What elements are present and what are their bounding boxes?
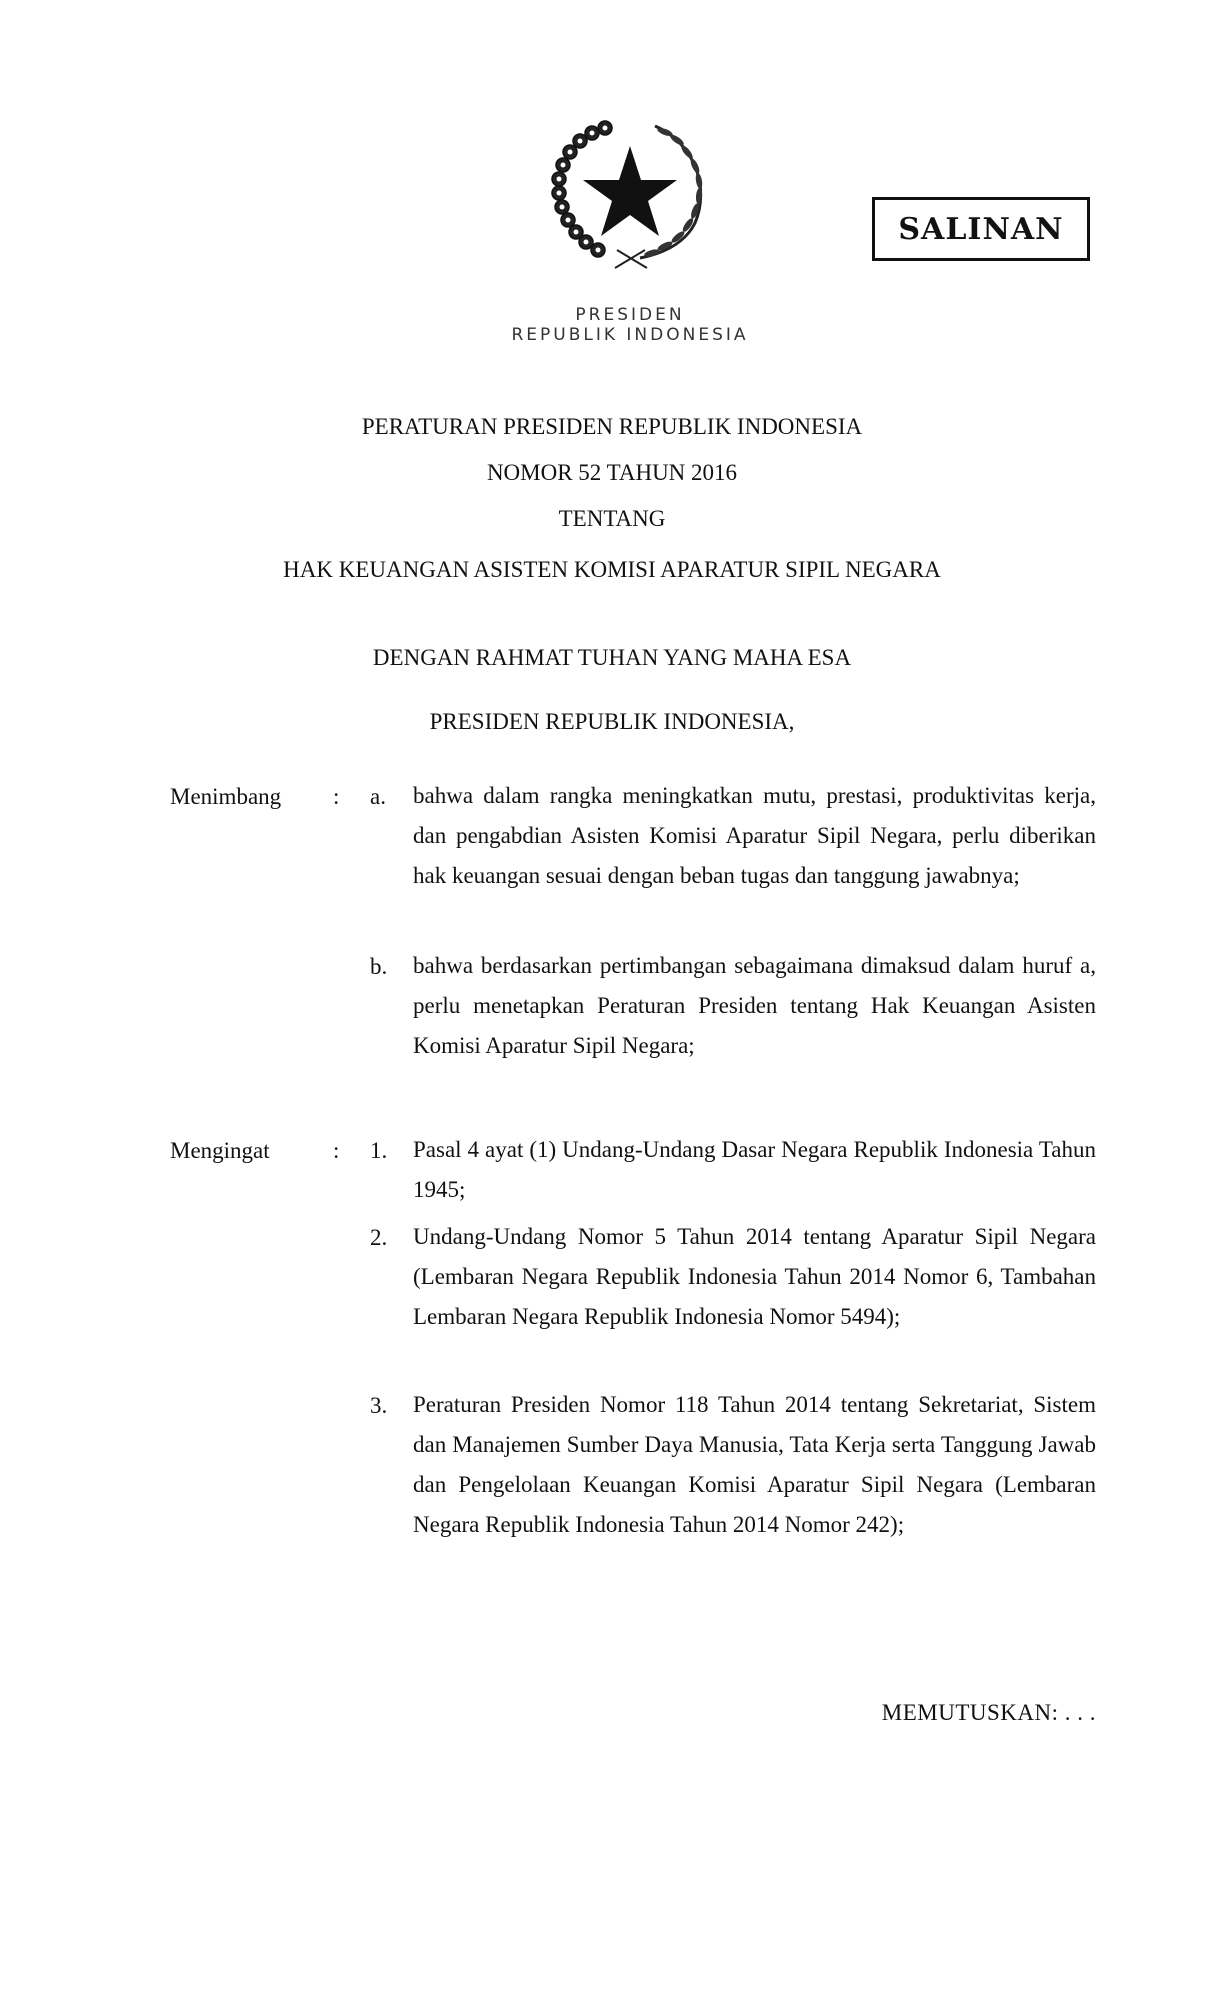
mengingat-item-text: Peraturan Presiden Nomor 118 Tahun 2014 tentang Sekretariat, Sistem dan Manajemen Sumber Daya Manusia, Tata Kerja serta Tanggung Jawab dan Pengelolaan Keuangan Komisi Aparatur Sipil Negara (Lembaran Negara Republik Indonesia Tahun 2014 Nomor 242);: [413, 1392, 1096, 1537]
menimbang-label: Menimbang: [170, 784, 282, 809]
mengingat-item-text: Undang-Undang Nomor 5 Tahun 2014 tentang Aparatur Sipil Negara (Lembaran Negara Republik Indonesia Tahun 2014 Nomor 6, Tambahan Lembaran Negara Republik Indonesia Nomor 5494);: [413, 1224, 1096, 1329]
mengingat-item-marker: 2.: [370, 1225, 388, 1250]
continuation-text: MEMUTUSKAN: . . .: [881, 1700, 1096, 1725]
menimbang-colon: :: [333, 784, 340, 809]
stamp-label: SALINAN: [898, 211, 1064, 247]
authority: PRESIDEN REPUBLIK INDONESIA,: [429, 709, 795, 734]
emblem-caption-line2: REPUBLIK INDONESIA: [511, 325, 749, 345]
mengingat-item-marker: 3.: [370, 1393, 388, 1418]
mengingat-colon: :: [333, 1138, 340, 1163]
salinan-stamp: [872, 197, 1090, 261]
presidential-emblem-icon: [545, 118, 715, 278]
mengingat-label: Mengingat: [170, 1138, 270, 1163]
menimbang-item-marker: a.: [370, 784, 386, 809]
title-line-1: PERATURAN PRESIDEN REPUBLIK INDONESIA: [361, 414, 863, 439]
invocation: DENGAN RAHMAT TUHAN YANG MAHA ESA: [372, 645, 852, 670]
menimbang-item-text: bahwa dalam rangka meningkatkan mutu, prestasi, produktivitas kerja, dan pengabdian Asisten Komisi Aparatur Sipil Negara, perlu diberikan hak keuangan sesuai dengan beban tugas dan tanggung jawabnya;: [413, 783, 1096, 888]
title-line-3: TENTANG: [558, 506, 666, 531]
emblem-caption: [470, 305, 790, 345]
mengingat-item-text: Pasal 4 ayat (1) Undang-Undang Dasar Negara Republik Indonesia Tahun 1945;: [413, 1137, 1096, 1202]
title-line-4: HAK KEUANGAN ASISTEN KOMISI APARATUR SIPIL NEGARA: [283, 557, 941, 582]
menimbang-item-marker: b.: [370, 954, 388, 979]
menimbang-item-text: bahwa berdasarkan pertimbangan sebagaimana dimaksud dalam huruf a, perlu menetapkan Peraturan Presiden tentang Hak Keuangan Asisten Komisi Aparatur Sipil Negara;: [413, 953, 1096, 1058]
mengingat-item-marker: 1.: [370, 1138, 388, 1163]
title-line-2: NOMOR 52 TAHUN 2016: [486, 460, 738, 485]
emblem-caption-line1: PRESIDEN: [575, 305, 685, 325]
